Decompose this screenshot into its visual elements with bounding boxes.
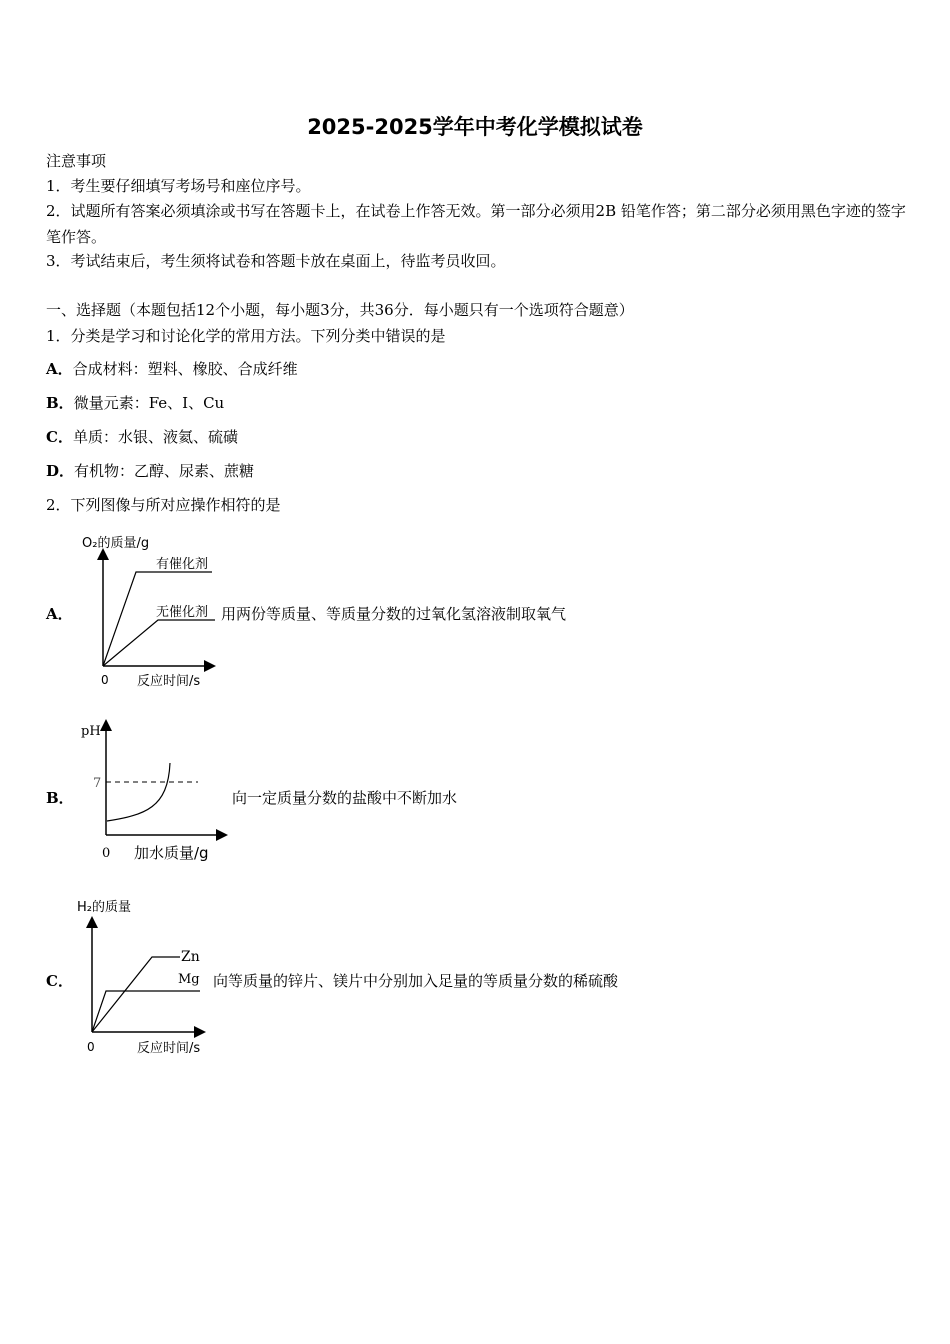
question-2-stem: 2．下列图像与所对应操作相符的是	[46, 496, 281, 514]
q1-option-b	[46, 393, 224, 413]
q2-option-a-letter: A．	[46, 605, 73, 623]
y-axis-label: O₂的质量/g	[82, 536, 150, 551]
notice-item-3: 3．考试结束后，考生须将试卷和答题卡放在桌面上，待监考员收回。	[46, 252, 506, 270]
option-letter: D．	[46, 462, 75, 480]
section-heading: 一、选择题（本题包括12个小题，每小题3分，共36分．每小题只有一个选项符合题意）	[46, 301, 634, 319]
option-text: 有机物：乙醇、尿素、蔗糖	[74, 462, 255, 480]
origin-label: 0	[87, 1040, 95, 1054]
x-axis-label: 反应时间/s	[137, 1041, 201, 1056]
q2-option-c-letter: C．	[46, 972, 73, 990]
no-catalyst-label: 无催化剂	[156, 605, 209, 620]
origin-label: 0	[102, 846, 111, 861]
y-axis-label: H₂的质量	[77, 900, 131, 915]
option-letter: B．	[46, 394, 74, 412]
notice-item-1: 1．考生要仔细填写考场号和座位序号。	[46, 177, 311, 195]
ph-curve	[107, 763, 170, 821]
q2-graph-b	[70, 715, 240, 870]
notice-item-2: 2．试题所有答案必须填涂或书写在答题卡上，在试卷上作答无效。第一部分必须用2B 铅笔作答；第二部分必须用黑色字迹的签字笔作答。	[46, 202, 906, 246]
q2-option-c-text: 向等质量的锌片、镁片中分别加入足量的等质量分数的稀硫酸	[213, 972, 619, 990]
option-letter: A．	[46, 360, 73, 378]
q1-option-a	[46, 359, 298, 379]
option-text: 合成材料：塑料、橡胶、合成纤维	[72, 360, 298, 378]
x-axis-label: 加水质量/g	[134, 844, 209, 862]
no-catalyst-line	[103, 620, 215, 666]
option-text: 单质：水银、液氦、硫磺	[72, 428, 238, 446]
page-title: 2025-2025学年中考化学模拟试卷	[307, 115, 643, 139]
origin-label: 0	[101, 673, 109, 687]
q2-option-a-text: 用两份等质量、等质量分数的过氧化氢溶液制取氧气	[221, 605, 567, 623]
question-1-stem: 1．分类是学习和讨论化学的常用方法。下列分类中错误的是	[46, 327, 446, 345]
q2-option-b-text: 向一定质量分数的盐酸中不断加水	[232, 789, 458, 807]
catalyst-label: 有催化剂	[156, 557, 209, 572]
q2-graph-a	[70, 530, 230, 695]
y-axis-label: pH	[81, 724, 101, 739]
x-axis-label: 反应时间/s	[137, 674, 201, 689]
q2-option-b-letter: B．	[46, 789, 74, 807]
zn-label: Zn	[181, 949, 200, 965]
notice-heading: 注意事项	[46, 152, 107, 170]
q1-option-c	[46, 427, 238, 447]
option-letter: C．	[46, 428, 73, 446]
option-text: 微量元素：Fe、I、Cu	[73, 394, 225, 412]
q2-graph-c	[70, 895, 215, 1060]
mg-label: Mg	[178, 972, 200, 987]
ph-7-label: 7	[93, 776, 102, 791]
q1-option-d	[46, 461, 254, 481]
